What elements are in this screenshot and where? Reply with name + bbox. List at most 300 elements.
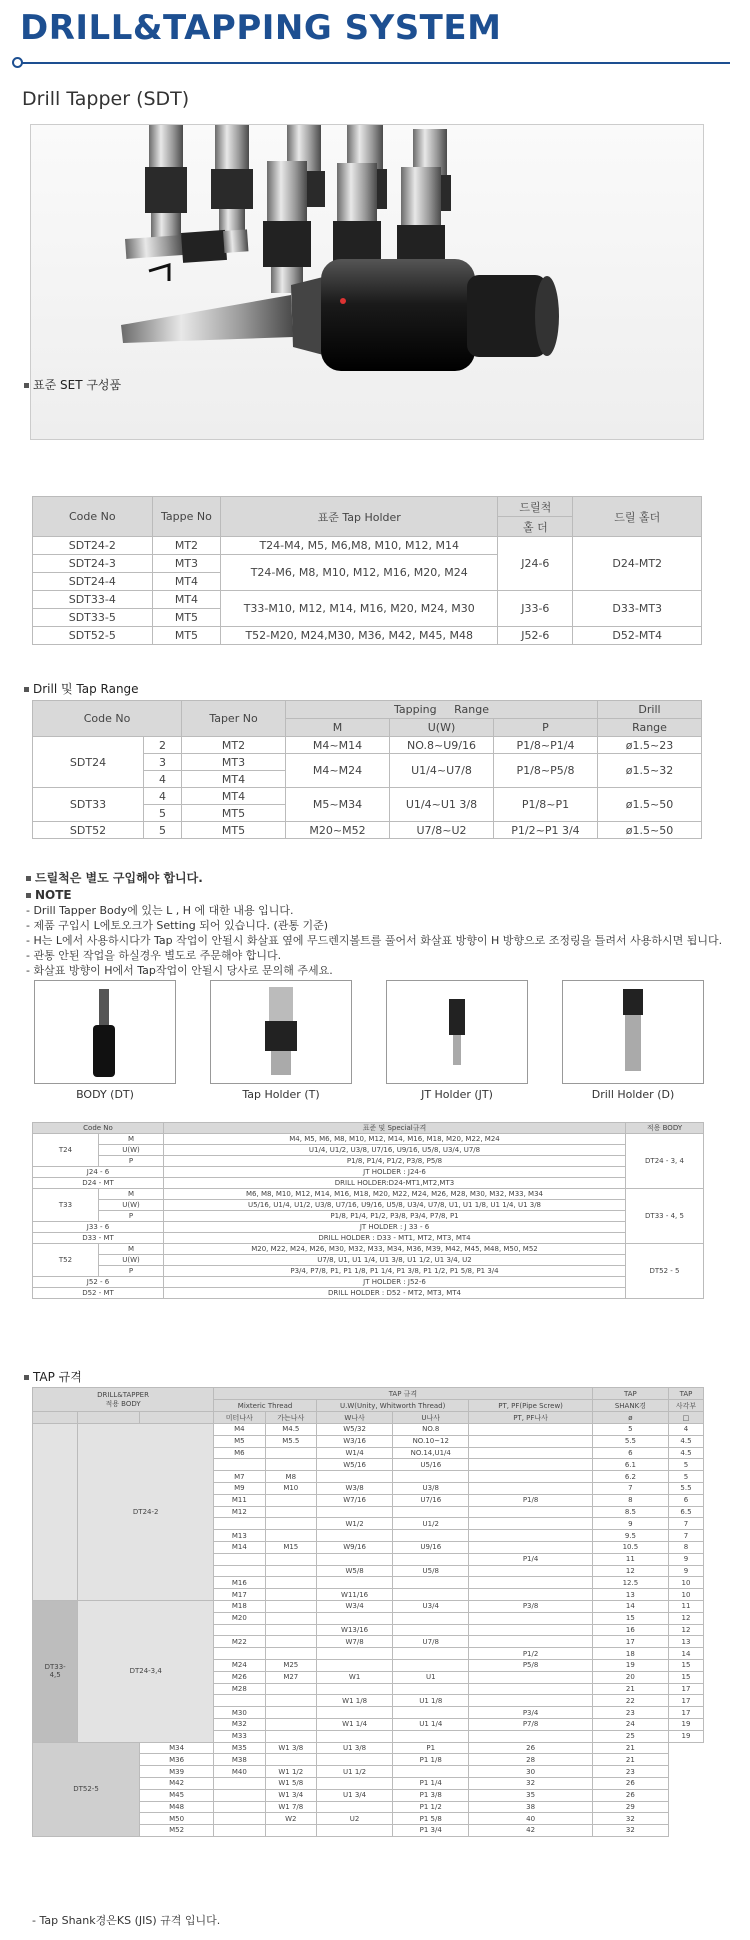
table-cell: DRILL HOLDER : D33 - MT1, MT2, MT3, MT4	[164, 1233, 626, 1244]
table-cell: P1/8~P5/8	[494, 754, 598, 788]
table-cell: U3/4	[393, 1600, 469, 1612]
table-cell: M36	[140, 1754, 214, 1766]
table-cell: 4	[668, 1424, 703, 1436]
table-cell: U(W)	[99, 1200, 164, 1211]
table-cell: P3/8	[469, 1600, 592, 1612]
table-cell: 11	[592, 1553, 668, 1565]
table-cell	[317, 1648, 393, 1660]
note-title	[26, 888, 722, 903]
table-cell: 5.5	[592, 1435, 668, 1447]
table-cell: 9	[668, 1553, 703, 1565]
th-drilltapper-label: DRILL&TAPPER	[97, 1390, 149, 1399]
table-cell: M9	[214, 1482, 265, 1494]
table-cell: M30	[214, 1707, 265, 1719]
table-cell: 5	[592, 1424, 668, 1436]
table-cell: U1 3/4	[317, 1789, 393, 1801]
tapper-body-group	[121, 259, 559, 371]
table-cell: M4.5	[265, 1424, 316, 1436]
table-cell: D33-MT3	[573, 591, 702, 627]
thumb-tap-holder	[210, 980, 352, 1084]
table-cell: 6.1	[592, 1459, 668, 1471]
table-cell: 8	[668, 1541, 703, 1553]
table-cell: M8	[265, 1471, 316, 1483]
table-cell	[265, 1624, 316, 1636]
table-cell	[265, 1730, 316, 1742]
table-cell: U5/16, U1/4, U1/2, U3/8, U7/16, U9/16, U5/8, U3/4, U7/8, U1, U1 1/8, U1 1/4, U1 3/8	[164, 1200, 626, 1211]
table-cell: U(W)	[99, 1255, 164, 1266]
table-cell: J24 - 6	[33, 1167, 164, 1178]
table-cell: DT33 - 4, 5	[626, 1189, 704, 1244]
table-cell: P1/8, P1/4, P1/2, P3/8, P5/8	[164, 1156, 626, 1167]
jt-holder-icon	[387, 981, 527, 1083]
table-cell: MT2	[182, 737, 286, 754]
table-cell: 6	[668, 1494, 703, 1506]
table-cell: W5/32	[317, 1424, 393, 1436]
table-cell	[469, 1482, 592, 1494]
group-dt52: DT52-5	[33, 1742, 140, 1836]
table-cell: NO.14,U1/4	[393, 1447, 469, 1459]
table-cell: SDT33-5	[33, 609, 153, 627]
section-std-set	[24, 376, 121, 393]
th-pt: PT, PF나사	[469, 1412, 592, 1424]
table-cell: DRILL HOLDER : D52 - MT2, MT3, MT4	[164, 1288, 626, 1299]
table-cell: 29	[592, 1801, 668, 1813]
table-cell	[469, 1530, 592, 1542]
th-w: W나사	[317, 1412, 393, 1424]
th-square: 사각부	[668, 1400, 703, 1412]
th-range: Range	[454, 703, 489, 716]
table-cell: 19	[592, 1659, 668, 1671]
table-cell: P7/8	[469, 1718, 592, 1730]
table-cell: T24-M4, M5, M6,M8, M10, M12, M14	[221, 537, 498, 555]
table-cell: JT HOLDER : J 33 - 6	[164, 1222, 626, 1233]
table-cell: 9	[668, 1565, 703, 1577]
table-cell	[469, 1459, 592, 1471]
group-dt33-label: DT33-	[44, 1663, 66, 1672]
table-cell: P1 3/4	[393, 1825, 469, 1837]
table-cell	[214, 1695, 265, 1707]
drill-tapper-product-image	[31, 125, 703, 439]
table-cell: M42	[140, 1777, 214, 1789]
table-cell: 25	[592, 1730, 668, 1742]
table-cell: MT4	[182, 788, 286, 805]
th-tap-holder: 표준 Tap Holder	[221, 497, 498, 537]
table-cell: W3/8	[317, 1482, 393, 1494]
table-cell: MT4	[152, 591, 221, 609]
table-cell: NO.8~U9/16	[390, 737, 494, 754]
th-shank: SHANK경	[592, 1400, 668, 1412]
table-cell: DT24 - 3, 4	[626, 1134, 704, 1189]
table-cell: M4, M5, M6, M8, M10, M12, M14, M16, M18, M20, M22, M24	[164, 1134, 626, 1145]
table-cell: M52	[140, 1825, 214, 1837]
table-cell: 38	[469, 1801, 592, 1813]
table-cell: P1/8, P1/4, P1/2, P3/8, P3/4, P7/8, P1	[164, 1211, 626, 1222]
table-cell	[393, 1577, 469, 1589]
table-cell	[393, 1648, 469, 1660]
spec-table	[32, 1122, 704, 1299]
table-cell: D24-MT2	[573, 537, 702, 591]
range-table	[32, 700, 702, 839]
table-cell	[265, 1506, 316, 1518]
title-bullet-icon	[12, 57, 23, 68]
note-line: - 관통 안된 작업을 하실경우 별도로 주문해야 합니다.	[26, 949, 282, 962]
table-cell: 2	[144, 737, 182, 754]
table-cell: T33-M10, M12, M14, M16, M20, M24, M30	[221, 591, 498, 627]
th-tapping: Tapping	[394, 703, 437, 716]
table-cell: W5/8	[317, 1565, 393, 1577]
th-code-no: Code No	[33, 497, 153, 537]
table-cell	[265, 1754, 316, 1766]
table-cell: W7/16	[317, 1494, 393, 1506]
table-cell	[469, 1624, 592, 1636]
table-cell	[393, 1530, 469, 1542]
table-cell: M20, M22, M24, M26, M30, M32, M33, M34, M36, M39, M42, M45, M48, M50, M52	[164, 1244, 626, 1255]
page-header	[0, 0, 750, 70]
table-cell: 15	[668, 1659, 703, 1671]
table-cell: M32	[214, 1718, 265, 1730]
table-cell: JT HOLDER : J52-6	[164, 1277, 626, 1288]
table-cell: M10	[265, 1482, 316, 1494]
table-cell: J24-6	[498, 537, 573, 591]
group-dt33	[33, 1600, 78, 1742]
th-tap: TAP	[592, 1388, 668, 1400]
table-cell: P1/4	[469, 1553, 592, 1565]
table-cell: U1 1/8	[393, 1695, 469, 1707]
table-cell: U7/8	[393, 1636, 469, 1648]
table-cell: U1 1/2	[317, 1766, 393, 1778]
title-underline	[18, 62, 730, 64]
table-cell: T24-M6, M8, M10, M12, M16, M20, M24	[221, 555, 498, 591]
table-cell: 42	[469, 1825, 592, 1837]
group-dt24-34: DT24-3,4	[78, 1600, 214, 1742]
table-cell: D24 - MT	[33, 1178, 164, 1189]
thumb-drill-holder-caption: Drill Holder (D)	[591, 1088, 675, 1101]
table-cell: 30	[469, 1766, 592, 1778]
table-cell: M18	[214, 1600, 265, 1612]
table-cell: P1/8	[469, 1494, 592, 1506]
table-cell: W7/8	[317, 1636, 393, 1648]
table-cell	[317, 1659, 393, 1671]
table-cell: 13	[592, 1589, 668, 1601]
table-cell	[317, 1730, 393, 1742]
table-cell: M27	[265, 1671, 316, 1683]
table-cell: M48	[140, 1801, 214, 1813]
table-cell: 10.5	[592, 1541, 668, 1553]
th-u: U나사	[393, 1412, 469, 1424]
table-cell: 21	[592, 1742, 668, 1754]
table-cell: D33 - MT	[33, 1233, 164, 1244]
table-cell: U7/16	[393, 1494, 469, 1506]
table-cell	[393, 1707, 469, 1719]
note-title-text: NOTE	[35, 888, 72, 902]
table-cell: W1	[317, 1671, 393, 1683]
table-cell: M34	[140, 1742, 214, 1754]
table-cell	[265, 1600, 316, 1612]
table-cell: 11	[668, 1600, 703, 1612]
th-uw: U(W)	[390, 719, 494, 737]
table-cell	[469, 1435, 592, 1447]
section-range	[24, 680, 139, 697]
table-cell: U7/8~U2	[390, 822, 494, 839]
table-cell: 6.2	[592, 1471, 668, 1483]
table-cell: 15	[668, 1671, 703, 1683]
table-cell: U(W)	[99, 1145, 164, 1156]
table-cell: P	[99, 1266, 164, 1277]
thumb-body	[34, 980, 176, 1084]
table-cell	[469, 1506, 592, 1518]
table-cell: MT5	[152, 609, 221, 627]
product-photo	[30, 124, 704, 440]
table-cell: MT4	[182, 771, 286, 788]
table-cell: SDT33-4	[33, 591, 153, 609]
table-cell: M35	[214, 1742, 265, 1754]
table-cell: 19	[668, 1730, 703, 1742]
table-cell: MT4	[152, 573, 221, 591]
note-line: - 화살표 방향이 H에서 Tap작업이 안될시 당사로 문의해 주세요.	[26, 964, 333, 977]
table-cell: MT2	[152, 537, 221, 555]
th-drilltapper	[33, 1388, 214, 1412]
table-cell: M20~M52	[286, 822, 390, 839]
table-cell: 4	[144, 771, 182, 788]
table-cell: P1 1/8	[393, 1754, 469, 1766]
th-drill: Drill	[598, 701, 702, 719]
table-cell	[214, 1518, 265, 1530]
th-tappe-no: Tappe No	[152, 497, 221, 537]
table-cell: SDT52-5	[33, 627, 153, 645]
th-drill-range: Range	[598, 719, 702, 737]
table-cell	[317, 1777, 393, 1789]
table-cell: 4.5	[668, 1435, 703, 1447]
table-cell	[265, 1648, 316, 1660]
table-cell	[265, 1577, 316, 1589]
table-cell: P1 1/2	[393, 1801, 469, 1813]
table-cell	[265, 1553, 316, 1565]
table-cell: 15	[592, 1612, 668, 1624]
table-cell: 21	[592, 1754, 668, 1766]
table-cell: MT3	[152, 555, 221, 573]
table-cell	[214, 1789, 265, 1801]
table-cell: M24	[214, 1659, 265, 1671]
table-cell: 12	[668, 1612, 703, 1624]
table-cell: M4~M24	[286, 754, 390, 788]
table-cell	[265, 1707, 316, 1719]
table-cell: 7	[668, 1530, 703, 1542]
table-cell: U1	[393, 1671, 469, 1683]
table-cell	[265, 1825, 316, 1837]
table-cell: P	[99, 1211, 164, 1222]
table-cell	[265, 1718, 316, 1730]
table-cell	[214, 1565, 265, 1577]
th-tapping-range	[286, 701, 598, 719]
drill-separate-note	[26, 871, 722, 886]
th-uw-thread: U.W(Unity, Whitworth Thread)	[317, 1400, 469, 1412]
table-cell	[469, 1695, 592, 1707]
table-cell	[317, 1553, 393, 1565]
table-cell: J33 - 6	[33, 1222, 164, 1233]
table-cell	[393, 1683, 469, 1695]
tap-holder-icon	[211, 981, 351, 1083]
table-cell: D52-MT4	[573, 627, 702, 645]
table-cell	[214, 1624, 265, 1636]
table-cell	[317, 1683, 393, 1695]
table-cell: ø1.5~32	[598, 754, 702, 788]
th-metric: 미터나사	[214, 1412, 265, 1424]
table-cell	[469, 1636, 592, 1648]
table-cell: W1/4	[317, 1447, 393, 1459]
table-cell	[265, 1636, 316, 1648]
table-cell: W2	[265, 1813, 316, 1825]
th-dia: ø	[592, 1412, 668, 1424]
table-cell: 5.5	[668, 1482, 703, 1494]
table-cell: 23	[592, 1766, 668, 1778]
table-cell: 4	[144, 788, 182, 805]
thumb-jt-holder	[386, 980, 528, 1084]
table-cell: 35	[469, 1789, 592, 1801]
table-cell: 5	[668, 1459, 703, 1471]
table-cell: P1/8~P1/4	[494, 737, 598, 754]
table-cell: W5/16	[317, 1459, 393, 1471]
table-cell: SDT24-2	[33, 537, 153, 555]
table-cell: 32	[592, 1813, 668, 1825]
table-cell	[393, 1624, 469, 1636]
hex-key	[149, 265, 169, 281]
table-cell: U3/8	[393, 1482, 469, 1494]
table-cell: U9/16	[393, 1541, 469, 1553]
table-cell: JT HOLDER : J24-6	[164, 1167, 626, 1178]
table-cell: M5.5	[265, 1435, 316, 1447]
th-code-no: Code No	[33, 1123, 164, 1134]
table-cell: 9.5	[592, 1530, 668, 1542]
table-cell: W1 1/4	[317, 1718, 393, 1730]
drill-holder-icon	[563, 981, 703, 1083]
table-cell: 12	[668, 1624, 703, 1636]
table-cell	[393, 1471, 469, 1483]
table-cell: M	[99, 1189, 164, 1200]
table-cell: M	[99, 1244, 164, 1255]
table-cell: M38	[214, 1754, 265, 1766]
page-title: DRILL&TAPPING SYSTEM	[20, 8, 502, 48]
group-dt24-2: DT24-2	[78, 1424, 214, 1601]
table-cell: P1/2~P1 3/4	[494, 822, 598, 839]
table-cell: 5	[144, 822, 182, 839]
table-cell: MT5	[152, 627, 221, 645]
table-cell	[265, 1683, 316, 1695]
table-cell	[393, 1659, 469, 1671]
table-cell	[469, 1518, 592, 1530]
thumb-body-caption: BODY (DT)	[76, 1088, 134, 1101]
table-cell: 6.5	[668, 1506, 703, 1518]
table-cell: 23	[592, 1707, 668, 1719]
table-cell: U2	[317, 1813, 393, 1825]
table-cell: SDT24	[33, 737, 144, 788]
th-spec: 표준 및 Special규격	[164, 1123, 626, 1134]
table-cell: 10	[668, 1589, 703, 1601]
table-cell: U1/4~U7/8	[390, 754, 494, 788]
table-cell	[265, 1447, 316, 1459]
th-fine: 가는나사	[265, 1412, 316, 1424]
table-cell	[265, 1530, 316, 1542]
group-blank	[33, 1424, 78, 1601]
table-cell: J52-6	[498, 627, 573, 645]
table-cell: M	[99, 1134, 164, 1145]
table-cell	[214, 1648, 265, 1660]
table-cell: 17	[668, 1683, 703, 1695]
table-cell: W9/16	[317, 1541, 393, 1553]
table-cell	[265, 1494, 316, 1506]
table-cell: 8	[592, 1494, 668, 1506]
table-cell	[393, 1612, 469, 1624]
page-subtitle: Drill Tapper (SDT)	[22, 88, 190, 110]
body-icon	[35, 981, 175, 1083]
table-cell: MT5	[182, 822, 286, 839]
group-dt33-sub: 4,5	[49, 1671, 61, 1680]
table-cell	[265, 1518, 316, 1530]
table-cell: M25	[265, 1659, 316, 1671]
table-cell: M45	[140, 1789, 214, 1801]
table-cell: 24	[592, 1718, 668, 1730]
table-row	[33, 1600, 704, 1612]
table-cell	[393, 1766, 469, 1778]
table-cell: ø1.5~50	[598, 788, 702, 822]
th-drill-chuck: 드릴척	[498, 497, 573, 517]
table-cell: P1 3/8	[393, 1789, 469, 1801]
table-cell: 26	[592, 1789, 668, 1801]
table-cell: U5/16	[393, 1459, 469, 1471]
table-cell: DT52 - 5	[626, 1244, 704, 1299]
table-cell	[265, 1459, 316, 1471]
table-cell: P5/8	[469, 1659, 592, 1671]
table-cell	[214, 1801, 265, 1813]
th-body: 적용 BODY	[626, 1123, 704, 1134]
drill-separate-text: 드릴척은 별도 구입해야 합니다.	[35, 871, 203, 885]
table-cell	[469, 1424, 592, 1436]
table-cell: NO.8	[393, 1424, 469, 1436]
table-cell: M26	[214, 1671, 265, 1683]
table-cell: 40	[469, 1813, 592, 1825]
table-cell	[469, 1612, 592, 1624]
table-cell: W1 7/8	[265, 1801, 316, 1813]
table-cell	[214, 1553, 265, 1565]
th-tap2: TAP	[668, 1388, 703, 1400]
table-cell: 26	[469, 1742, 592, 1754]
table-cell	[393, 1730, 469, 1742]
table-cell: 9	[592, 1518, 668, 1530]
table-cell: T24	[33, 1134, 99, 1167]
table-cell: U1 3/8	[317, 1742, 393, 1754]
table-cell: T52	[33, 1244, 99, 1277]
table-cell: W3/4	[317, 1600, 393, 1612]
table-cell	[265, 1589, 316, 1601]
th-p: P	[494, 719, 598, 737]
table-cell: M5	[214, 1435, 265, 1447]
table-cell	[469, 1471, 592, 1483]
table-cell	[317, 1754, 393, 1766]
table-cell: M4~M14	[286, 737, 390, 754]
table-cell: D52 - MT	[33, 1288, 164, 1299]
th-sq: □	[668, 1412, 703, 1424]
table-cell: M13	[214, 1530, 265, 1542]
table-cell: 6	[592, 1447, 668, 1459]
table-cell	[317, 1506, 393, 1518]
th-mixteric: Mixteric Thread	[214, 1400, 317, 1412]
table-cell	[214, 1777, 265, 1789]
table-cell	[214, 1825, 265, 1837]
table-cell: T52-M20, M24,M30, M36, M42, M45, M48	[221, 627, 498, 645]
footnote: - Tap Shank경은KS (JIS) 규격 입니다.	[32, 1914, 221, 1927]
section-std-set-label: 표준 SET 구성품	[33, 378, 122, 392]
table-cell: U5/8	[393, 1565, 469, 1577]
table-cell: 17	[592, 1636, 668, 1648]
